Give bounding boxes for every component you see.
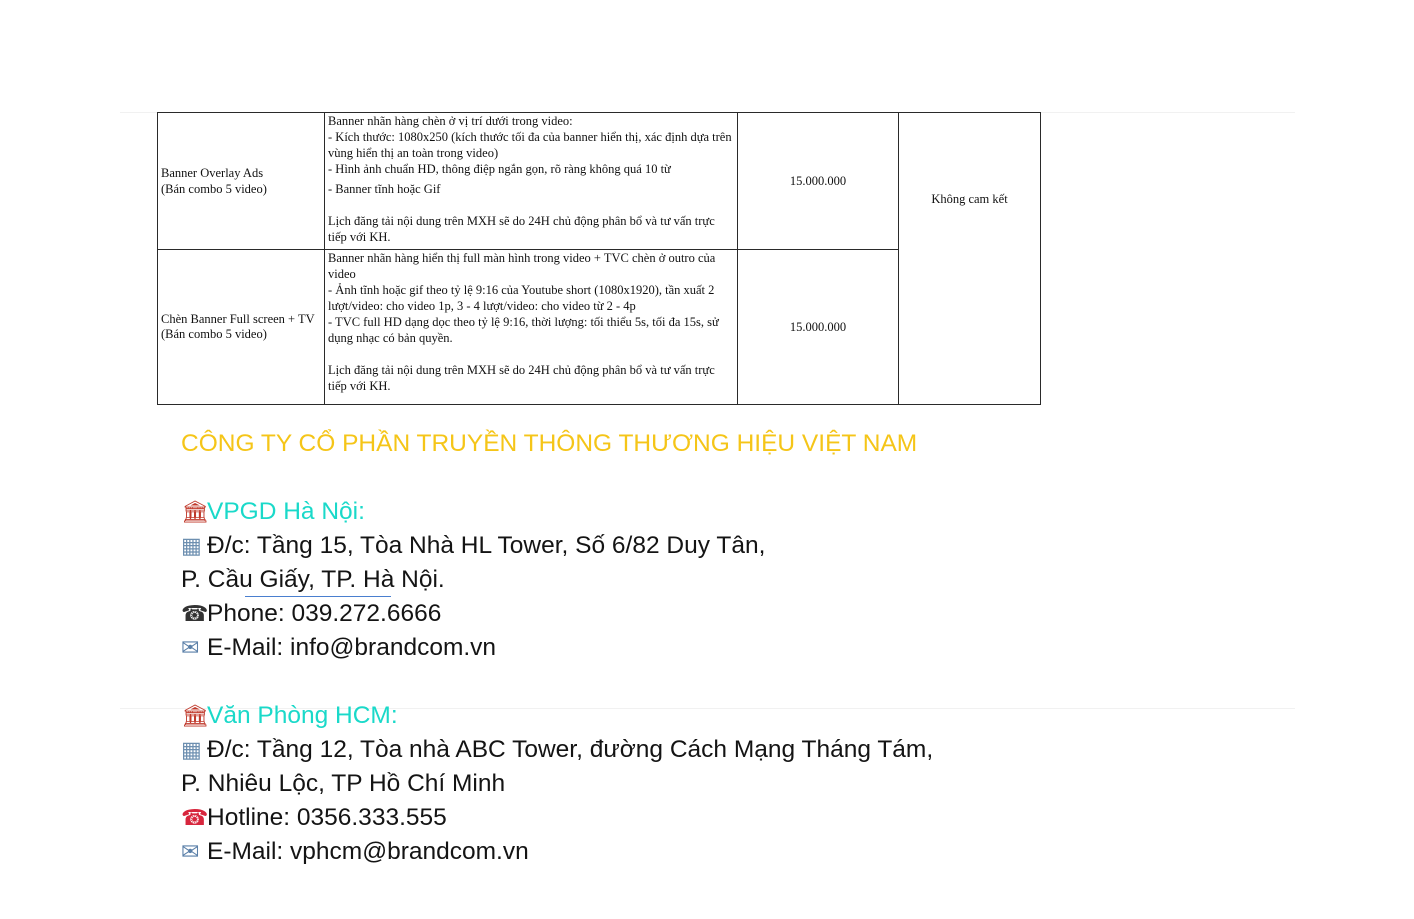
- ad-description-line: Banner nhãn hàng chèn ở vị trí dưới trong video:: [328, 114, 573, 128]
- ad-description-line: - TVC full HD dạng dọc theo tỷ lệ 9:16, thời lượng: tối thiểu 5s, tối đa 15s, sử dụng nhạc có bản quyền.: [328, 315, 719, 345]
- hanoi-address-line: [181, 529, 933, 563]
- ad-price-cell: 15.000.000: [738, 113, 899, 250]
- text-underline-mark: [245, 596, 391, 597]
- ad-name-line: Banner Overlay Ads: [161, 166, 264, 180]
- hanoi-address-1: Đ/c: Tầng 15, Tòa Nhà HL Tower, Số 6/82 Duy Tân,: [207, 532, 766, 559]
- hanoi-phone: Phone: 039.272.6666: [207, 600, 442, 627]
- hcm-address-line: [181, 733, 933, 767]
- commitment-cell: [899, 113, 1041, 405]
- ad-name-line: Chèn Banner Full screen + TV: [161, 312, 315, 326]
- envelope-arrow-icon: ✉: [181, 636, 200, 661]
- hcm-hotline: Hotline: 0356.333.555: [207, 804, 447, 831]
- ad-name-cell: [158, 113, 325, 250]
- company-contact-block: [181, 427, 933, 869]
- ad-description-cell: [325, 250, 738, 405]
- ad-name-line: (Bán combo 5 video): [161, 182, 267, 196]
- ad-name-cell: [158, 250, 325, 405]
- phone-receiver-icon: ☎: [181, 602, 209, 627]
- hcm-office-title: Văn Phòng HCM:: [207, 702, 398, 729]
- ad-description-cell: [325, 113, 738, 250]
- table-row: [158, 113, 1041, 250]
- bank-icon: 🏛: [181, 500, 209, 525]
- ad-description-line: - Hình ảnh chuẩn HD, thông điệp ngắn gọn, rõ ràng không quá 10 từ: [328, 162, 671, 176]
- ad-description-line: Banner nhãn hàng hiển thị full màn hình trong video + TVC chèn ở outro của video: [328, 251, 716, 281]
- ad-name-line: (Bán combo 5 video): [161, 327, 267, 341]
- ad-pricing-table: [157, 112, 1041, 405]
- ad-price-cell: 15.000.000: [738, 250, 899, 405]
- hanoi-office-title: VPGD Hà Nội:: [207, 498, 365, 525]
- hanoi-email[interactable]: E-Mail: info@brandcom.vn: [207, 634, 497, 661]
- ad-description-line: - Banner tĩnh hoặc Gif: [328, 182, 441, 196]
- hanoi-email-line: [181, 631, 933, 665]
- hanoi-office-heading: [181, 495, 933, 529]
- hcm-email-line: [181, 835, 933, 869]
- envelope-arrow-icon: ✉: [181, 840, 200, 865]
- ad-schedule-note: Lịch đăng tải nội dung trên MXH sẽ do 24H chủ động phân bổ và tư vấn trực tiếp với KH.: [328, 214, 715, 244]
- hanoi-address-2: P. Cầu Giấy, TP. Hà Nội.: [181, 566, 445, 593]
- telephone-icon: ☎: [181, 806, 209, 831]
- ad-schedule-note: Lịch đăng tải nội dung trên MXH sẽ do 24H chủ động phân bổ và tư vấn trực tiếp với KH.: [328, 363, 715, 393]
- hcm-hotline-line: [181, 801, 933, 835]
- ad-description-line: - Kích thước: 1080x250 (kích thước tối đa của banner hiển thị, xác định dựa trên vùng hiển thị an toàn trong video): [328, 130, 732, 160]
- company-name: CÔNG TY CỔ PHẦN TRUYỀN THÔNG THƯƠNG HIỆU VIỆT NAM: [181, 430, 918, 457]
- office-building-icon: ▦: [181, 534, 202, 559]
- ad-description-line: - Ảnh tĩnh hoặc gif theo tỷ lệ 9:16 của Youtube short (1080x1920), tần xuất 2 lượt/video: cho video 1p, 3 - 4 lượt/video: cho video từ 2 - 4p: [328, 283, 715, 313]
- hcm-email[interactable]: E-Mail: vphcm@brandcom.vn: [207, 838, 529, 865]
- bank-icon: 🏛: [181, 704, 209, 729]
- office-building-icon: ▦: [181, 738, 202, 763]
- hcm-address-2: P. Nhiêu Lộc, TP Hồ Chí Minh: [181, 770, 506, 797]
- commitment-text: Không cam kết: [931, 191, 1008, 206]
- hcm-address-1: Đ/c: Tầng 12, Tòa nhà ABC Tower, đường Cách Mạng Tháng Tám,: [207, 736, 934, 763]
- hcm-office-heading: [181, 699, 933, 733]
- hanoi-phone-line: [181, 597, 933, 631]
